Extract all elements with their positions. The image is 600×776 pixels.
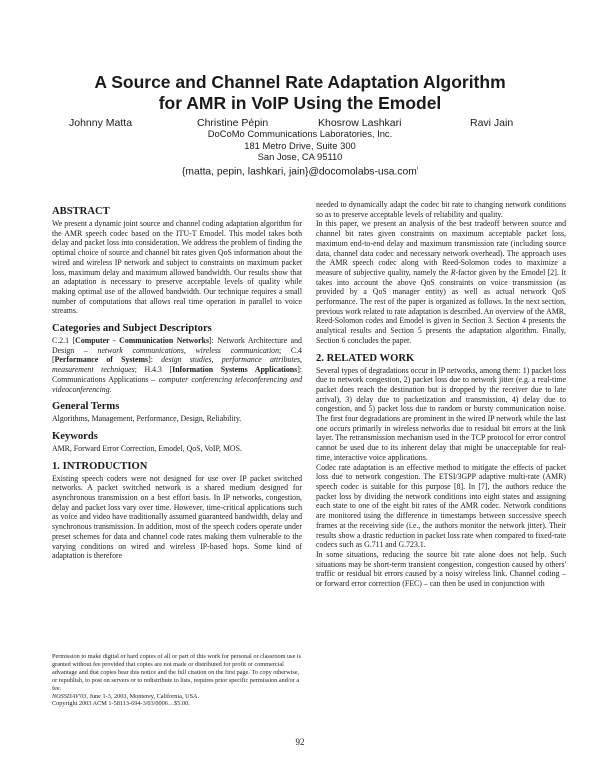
affiliation-email: {matta, pepin, lashkari, jain}@docomolabs-usa.com (181, 165, 417, 177)
introduction-paragraph: In this paper, we present an analysis of the best tradeoff between source and channel bit rates given constraints on maximum acceptable packet loss, maximum end-to-end delay and maximum transmission rate (including source data, channel data codec and necessary network overhead). The approach uses the AMR speech codec along with Reed-Solomon codes to maximize a measure of subjective quality, namely the R-factor given by the Emodel [2]. It takes into account the above QoS constraints on voice transmission (as provided by a QoS manager entity) as well as actual network QoS performance. The rest of the paper is organized as follows. In the next section, previous work related to rate adaptation is described. An overview of the AMR, Reed-Solomon codes and Emodel is given in Section 3. Section 4 presents the analytical results and Section 5 presents the adaptation algorithm. Finally, Section 6 concludes the paper. (316, 219, 566, 345)
introduction-paragraph: Existing speech coders were not designed for use over IP packet switched networks. A packet switched network is a shared medium designed for asynchronous transmission on a best effort basis. In IP networks, congestion, delay and packet loss vary over time. However, time-critical applications such as voice and video have traditionally assumed guaranteed bandwidth, delay and synchronous transmission. In addition, most of the speech coders operate under preset schemes for data and channel code rates making them vulnerable to the varying conditions on wired and wireless IP-based hops. Some kind of adaptation is therefore (52, 473, 302, 561)
affiliation-city: San Jose, CA 95110 (257, 151, 343, 162)
general-terms-text: Algorithms, Management, Performance, Design, Reliability. (52, 414, 242, 424)
keywords-heading: Keywords (52, 430, 98, 442)
categories-text: C.2.1 [Computer - Communication Networks]: Network Architecture and Design – network communications, wireless communication; C.4 [Performance of Systems]: design studies, performance attributes, measurement techniques; H.4.3 [Information Systems Applications]: Communications Applications – computer conferencing teleconferencing and videoconferencing. (52, 336, 302, 394)
permission-notice (52, 653, 302, 708)
left-column (52, 206, 302, 561)
paper-title (40, 72, 560, 114)
venue-line: NOSSDAV'03, June 1-3, 2003, Monterey, California, USA. (52, 692, 200, 700)
page-number: 92 (295, 737, 305, 747)
affiliation-org: DoCoMo Communications Laboratories, Inc. (207, 128, 393, 139)
right-column (316, 200, 566, 589)
title-line-2: for AMR in VoIP Using the Emodel (158, 93, 442, 113)
related-work-paragraph: In some situations, reducing the source bit rate alone does not help. Such situations may be short-term transient congestion, congestion caused by others' traffic or residual bit errors caused by a noisy wireless link. Channel coding – or forward error correction (FEC) – can then be used in conjunction with (316, 549, 566, 589)
author-name: Khosrow Lashkari (318, 117, 402, 129)
related-work-paragraph: Several types of degradations occur in IP networks, among them: 1) packet loss due to network congestion, 2) packet loss due to network jitter (e.g. a real-time packet does reach the destination but is dropped by the receiver due to late arrival), 3) delay due to packetization and transmission, 4) delay due to congestion, and 5) packet loss due to random or bursty communication noise. The first four degradations are prominent in the wired IP network while the last one occurs primarily in wireless networks due to residual bit errors at the link layer. The retransmission mechanism used in the TCP protocol for error control cannot be used due to its inherent delay that might be unacceptable for real-time, interactive voice applications. (316, 365, 566, 462)
abstract-text: We present a dynamic joint source and channel coding adaptation algorithm for the AMR speech codec based on the ITU-T Emodel. This model takes both delay and packet loss into consideration. We address the problem of finding the optimal choice of source and channel bit rates given QoS information about the wired and wireless IP network and subject to constraints on maximum packet loss, maximum delay and maximum allowed bandwidth. Our results show that an adaptation is necessary to preserve acceptable levels of quality while making optimal use of the allowed bandwidth. Our technique requires a small number of computations that allows real time operation in parallel to voice streams. (52, 219, 302, 316)
introduction-heading: 1. INTRODUCTION (52, 460, 148, 472)
related-work-paragraph: Codec rate adaptation is an effective method to mitigate the effects of packet loss due to network congestion. The ETSI/3GPP adaptive multi-rate (AMR) speech codec is suitable for this purpose [8]. In [7], the authors reduce the packet loss by dividing the network conditions into eight states and assigning each state to one of the eight bit rates of the AMR codec. Network conditions are monitored using the difference in timestamps between successive speech frames at the receiving side (i.e., the authors monitor the network jitter). Their results show a drastic reduction in packet loss rate when compared to fixed-rate codecs such as G.711 and G.723.1. (316, 462, 566, 550)
title-line-1: A Source and Channel Rate Adaptation Algorithm (94, 72, 506, 92)
introduction-paragraph: needed to dynamically adapt the codec bit rate to changing network conditions so as to preserve acceptable levels of reliability and quality. (316, 200, 566, 219)
permission-text: Permission to make digital or hard copies of all or part of this work for personal or classroom use is granted without fee provided that copies are not made or distributed for profit or commercial advantage and that copies bear this notice and the full citation on the first page. To copy otherwise, or republish, to post on servers or to redistribute to lists, requires prior specific permission and/or a fee. (52, 653, 302, 692)
related-work-heading: 2. RELATED WORK (316, 352, 415, 364)
categories-heading: Categories and Subject Descriptors (52, 323, 212, 335)
affiliation-street: 181 Metro Drive, Suite 300 (244, 139, 356, 151)
copyright-line: Copyright 2003 ACM 1-58113-694-3/03/0006…$5.00. (52, 700, 190, 708)
general-terms-heading: General Terms (52, 401, 120, 413)
affiliation-email-line (0, 163, 600, 178)
author-name: Johnny Matta (69, 117, 133, 129)
author-name: Christine Pépin (197, 117, 269, 129)
abstract-heading: ABSTRACT (52, 206, 110, 217)
keywords-text: AMR, Forward Error Correction, Emodel, QoS, VoIP, MOS. (52, 443, 242, 453)
email-footnote-mark: i (416, 165, 419, 172)
author-name: Ravi Jain (470, 117, 514, 129)
affiliation-block (0, 128, 600, 178)
